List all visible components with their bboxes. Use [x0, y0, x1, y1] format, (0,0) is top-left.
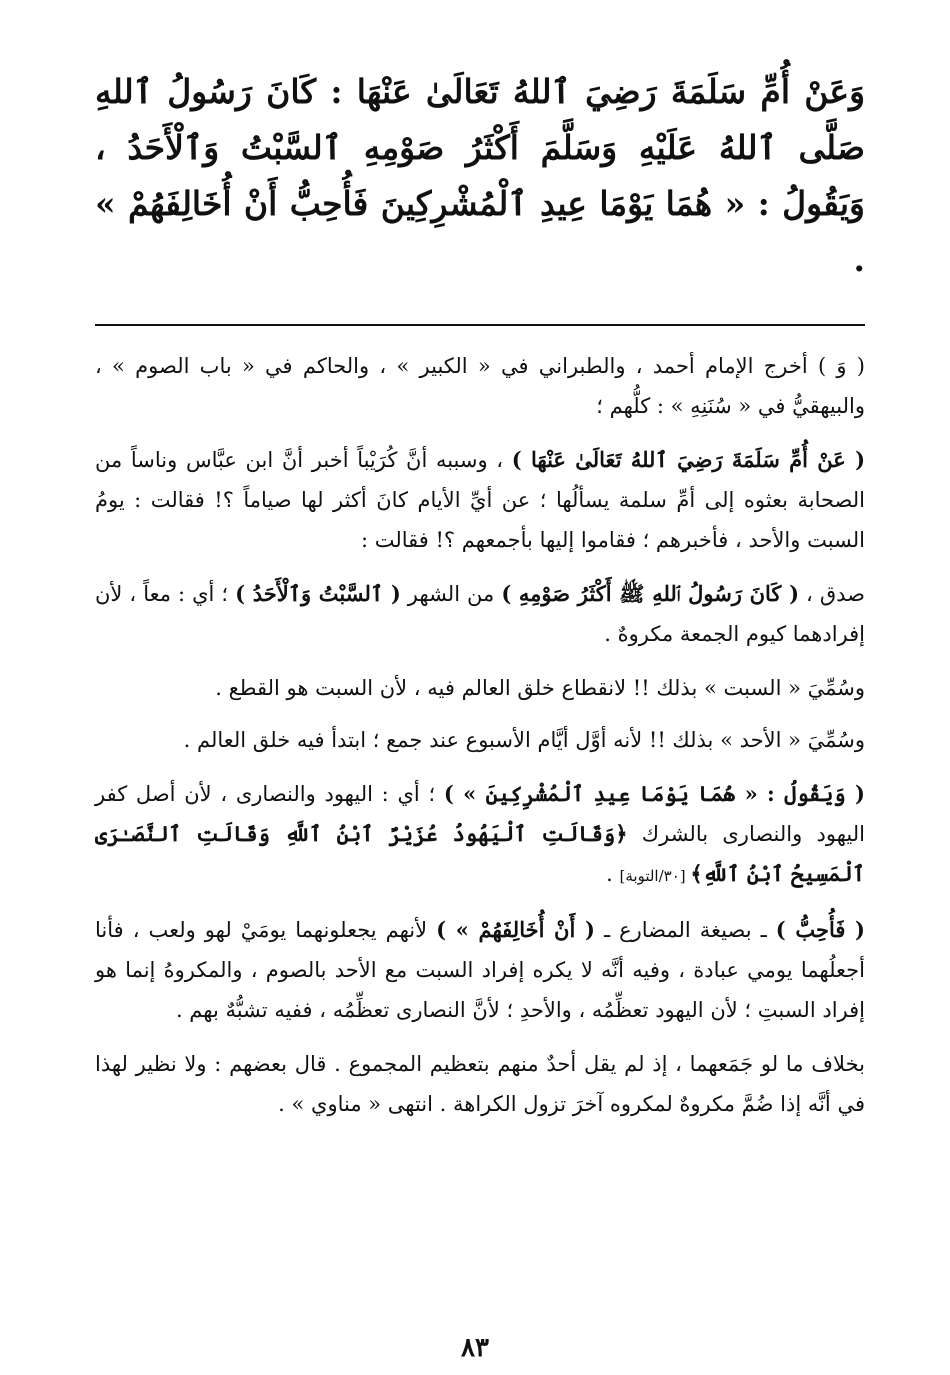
quoted-hadith-phrase: ( عَنْ أُمِّ سَلَمَةَ رَضِيَ ٱللهُ تَعَالَىٰ عَنْهَا )	[511, 447, 866, 472]
commentary-text: ؛ أي : اليهود والنصارى ، لأن أصل كفر اليهود والنصارى بالشرك	[95, 782, 865, 846]
commentary-text: .	[606, 862, 620, 886]
book-page	[95, 50, 865, 1350]
commentary-paragraph-2	[95, 440, 865, 560]
commentary-text: بخلاف ما لو جَمَعهما ، إذ لم يقل أحدٌ منهم بتعظيم المجموع . قال بعضهم : ولا نظير لهذا في أنَّه إذا ضُمَّ مكروهٌ لمكروه آخرَ تزول الكراهة . انتهى « مناوي » .	[95, 1052, 865, 1116]
footnote-divider	[95, 324, 865, 326]
commentary	[95, 346, 865, 1124]
commentary-paragraph-8	[95, 1044, 865, 1124]
quoted-hadith-phrase: ( فَأُحِبُّ )	[775, 917, 865, 942]
quran-verse: ﴿وَقَالَتِ ٱلْيَهُودُ عُزَيْرٌ ٱبْنُ ٱللَّهِ وَقَالَتِ ٱلنَّصَـٰرَى ٱلْمَسِيحُ ٱبْنُ ٱللَّهِ﴾	[95, 821, 865, 886]
quoted-hadith-phrase: ( ٱلسَّبْتُ وَٱلْأَحَدُ )	[235, 581, 401, 606]
commentary-text: ( وَ ) أخرج الإمام أحمد ، والطبراني في « الكبير » ، والحاكم في « باب الصوم » ، والبيهقيُّ في « سُنَنِهِ » : كلُّهم ؛	[95, 354, 865, 418]
commentary-text: ؛ أي : معاً ، لأن إفرادهما كيوم الجمعة مكروهٌ .	[95, 582, 865, 646]
verse-citation: [٣٠/التوبة]	[619, 867, 691, 885]
commentary-text: ، وسببه أنَّ كُرَيْباً أخبر أنَّ ابن عبَّاس وناساً من الصحابة بعثوه إلى أمِّ سلمة يسألُها ؛ عن أيِّ الأيام كانَ أكثر لها صياماً ؟! فقالت : يومُ السبت والأحد ، فأخبرهم ؛ فقاموا إليها بأجمعهم ؟! فقالت :	[95, 448, 865, 552]
commentary-text: لأنهم يجعلونهما يومَيْ لهو ولعب ، فأنا أجعلُهما يومي عبادة ، وفيه أنَّه لا يكره إفراد السبت مع الأحد بالصوم ، والمكروهُ إنما هو إفراد السبتِ ؛ لأن اليهود تعظِّمُه ، والأحدِ ؛ لأنَّ النصارى تعظِّمُه ، ففيه تشبُّهٌ بهم .	[95, 918, 865, 1022]
quoted-hadith-phrase: ( وَيَقُولُ : « هُمَا يَوْمَا عِيدِ ٱلْمُشْرِكِينَ » )	[443, 781, 865, 806]
commentary-paragraph-1	[95, 346, 865, 426]
commentary-text: وسُمِّيَ « الأحد » بذلك !! لأنه أوَّل أيَّام الأسبوع عند جمع ؛ ابتدأ فيه خلق العالم .	[183, 728, 865, 752]
commentary-text: وسُمِّيَ « السبت » بذلك !! لانقطاع خلق العالم فيه ، لأن السبت هو القطع .	[215, 676, 865, 700]
commentary-paragraph-3	[95, 574, 865, 654]
hadith-text: وَعَنْ أُمِّ سَلَمَةَ رَضِيَ ٱللهُ تَعَالَىٰ عَنْهَا : كَانَ رَسُولُ ٱللهِ صَلَّى ٱللهُ عَلَيْهِ وَسَلَّمَ أَكْثَرُ صَوْمِهِ ٱلسَّبْتُ وَٱلْأَحَدُ ، وَيَقُولُ : « هُمَا يَوْمَا عِيدِ ٱلْمُشْرِكِينَ فَأُحِبُّ أَنْ أُخَالِفَهُمْ » .	[95, 72, 865, 279]
commentary-paragraph-6	[95, 774, 865, 896]
page-number: ٨٣	[461, 1333, 489, 1363]
commentary-text: ـ بصيغة المضارع ـ	[594, 918, 776, 942]
quoted-hadith-phrase: ( كَانَ رَسُولُ ٱللهِ ﷺ أَكْثَرُ صَوْمِهِ )	[501, 581, 800, 606]
commentary-text: صدق ،	[799, 582, 865, 606]
quoted-hadith-phrase: ( أَنْ أُخَالِفَهُمْ » )	[436, 917, 595, 942]
commentary-text: من الشهر	[400, 582, 502, 606]
commentary-paragraph-5	[95, 720, 865, 760]
commentary-paragraph-4	[95, 668, 865, 708]
commentary-paragraph-7	[95, 910, 865, 1030]
